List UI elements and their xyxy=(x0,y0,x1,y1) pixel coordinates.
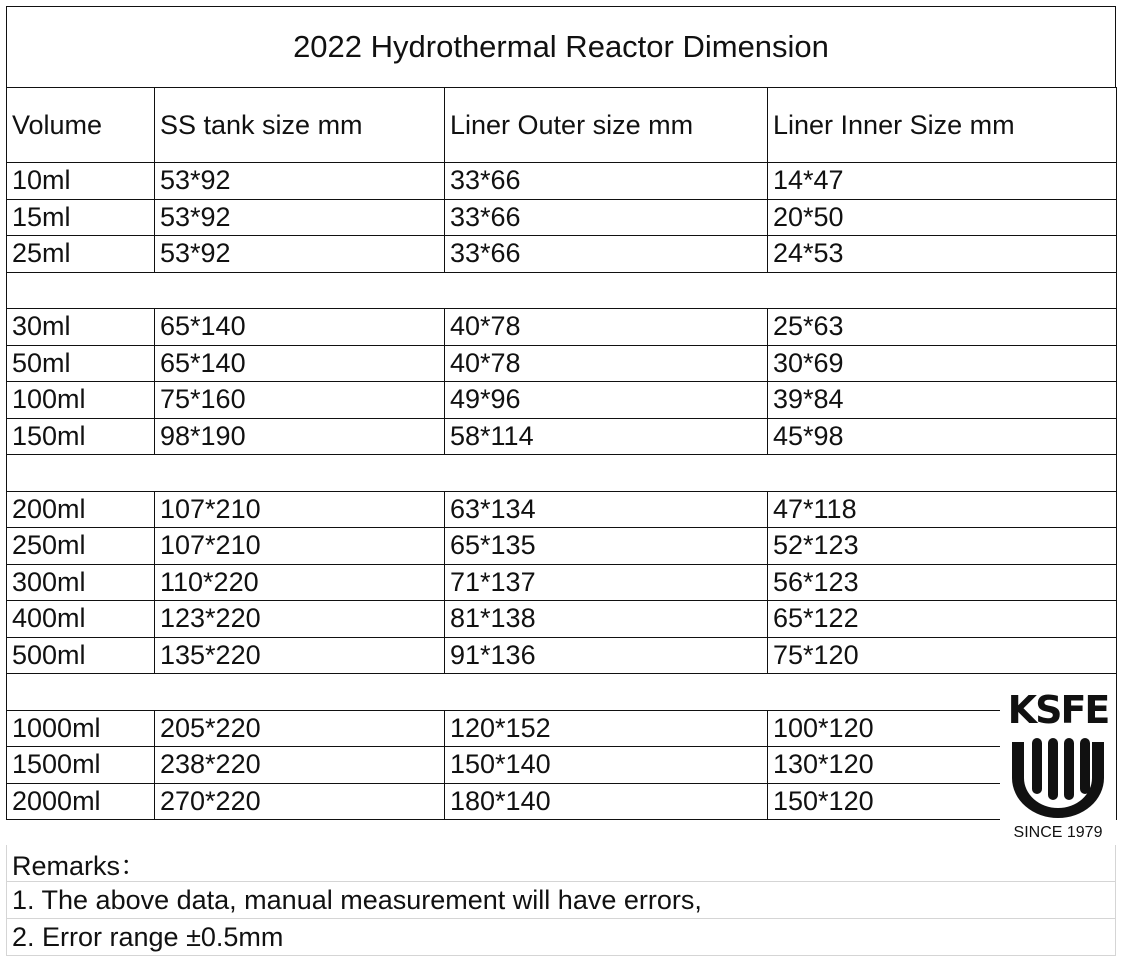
cell-liner-outer-size: 81*138 xyxy=(445,601,768,638)
cell-liner-inner-size: 52*123 xyxy=(768,528,1117,565)
cell-liner-inner-size: 14*47 xyxy=(768,163,1117,200)
header-liner-inner-size: Liner Inner Size mm xyxy=(768,88,1117,163)
cell-liner-outer-size: 120*152 xyxy=(445,710,768,747)
cell-liner-inner-size: 25*63 xyxy=(768,309,1117,346)
table-row xyxy=(7,710,1117,747)
remark-line-2: 2. Error range ±0.5mm xyxy=(6,919,1116,956)
table-row xyxy=(7,491,1117,528)
cell-liner-inner-size: 39*84 xyxy=(768,382,1117,419)
cell-ss-tank-size: 110*220 xyxy=(155,564,445,601)
cell-liner-inner-size: 130*120 xyxy=(768,747,1117,784)
cell-volume: 200ml xyxy=(7,491,155,528)
cell-ss-tank-size: 98*190 xyxy=(155,418,445,455)
cell-volume: 500ml xyxy=(7,637,155,674)
cell-volume: 50ml xyxy=(7,345,155,382)
cell-liner-outer-size: 150*140 xyxy=(445,747,768,784)
cell-volume: 150ml xyxy=(7,418,155,455)
logo-since: SINCE 1979 xyxy=(1013,824,1103,841)
cell-liner-outer-size: 33*66 xyxy=(445,236,768,273)
cell-liner-outer-size: 40*78 xyxy=(445,309,768,346)
separator-cell xyxy=(7,272,1117,309)
cell-volume: 1000ml xyxy=(7,710,155,747)
remarks-heading: Remarks： xyxy=(6,845,1116,882)
dimension-sheet xyxy=(6,6,1116,955)
cell-ss-tank-size: 270*220 xyxy=(155,783,445,820)
cell-volume: 100ml xyxy=(7,382,155,419)
cell-liner-outer-size: 40*78 xyxy=(445,345,768,382)
table-row xyxy=(7,418,1117,455)
cell-ss-tank-size: 107*210 xyxy=(155,491,445,528)
cell-liner-outer-size: 58*114 xyxy=(445,418,768,455)
cell-liner-outer-size: 180*140 xyxy=(445,783,768,820)
cell-liner-outer-size: 65*135 xyxy=(445,528,768,565)
table-row xyxy=(7,236,1117,273)
cell-volume: 250ml xyxy=(7,528,155,565)
cell-ss-tank-size: 53*92 xyxy=(155,163,445,200)
header-row xyxy=(7,88,1117,163)
cell-liner-inner-size: 75*120 xyxy=(768,637,1117,674)
header-liner-outer-size: Liner Outer size mm xyxy=(445,88,768,163)
cell-volume: 10ml xyxy=(7,163,155,200)
cell-ss-tank-size: 107*210 xyxy=(155,528,445,565)
cell-volume: 300ml xyxy=(7,564,155,601)
cell-liner-inner-size: 24*53 xyxy=(768,236,1117,273)
header-ss-tank-size: SS tank size mm xyxy=(155,88,445,163)
cell-liner-inner-size: 20*50 xyxy=(768,199,1117,236)
cell-liner-inner-size: 65*122 xyxy=(768,601,1117,638)
cell-ss-tank-size: 238*220 xyxy=(155,747,445,784)
group-separator-row xyxy=(7,272,1117,309)
cell-ss-tank-size: 65*140 xyxy=(155,309,445,346)
table-row xyxy=(7,528,1117,565)
cell-liner-inner-size: 56*123 xyxy=(768,564,1117,601)
cell-volume: 25ml xyxy=(7,236,155,273)
cell-liner-inner-size: 45*98 xyxy=(768,418,1117,455)
cell-liner-outer-size: 91*136 xyxy=(445,637,768,674)
cell-ss-tank-size: 65*140 xyxy=(155,345,445,382)
cell-volume: 2000ml xyxy=(7,783,155,820)
table-row xyxy=(7,637,1117,674)
cell-liner-outer-size: 49*96 xyxy=(445,382,768,419)
table-title: 2022 Hydrothermal Reactor Dimension xyxy=(6,6,1116,88)
dimension-table xyxy=(6,87,1117,820)
cell-ss-tank-size: 75*160 xyxy=(155,382,445,419)
cell-liner-outer-size: 33*66 xyxy=(445,199,768,236)
cell-liner-inner-size: 30*69 xyxy=(768,345,1117,382)
cell-liner-outer-size: 63*134 xyxy=(445,491,768,528)
cell-volume: 15ml xyxy=(7,199,155,236)
ksfe-logo xyxy=(1000,688,1116,844)
cell-ss-tank-size: 53*92 xyxy=(155,236,445,273)
cell-liner-outer-size: 33*66 xyxy=(445,163,768,200)
table-row xyxy=(7,601,1117,638)
table-row xyxy=(7,345,1117,382)
table-row xyxy=(7,382,1117,419)
cell-liner-inner-size: 100*120 xyxy=(768,710,1117,747)
table-row xyxy=(7,309,1117,346)
cell-ss-tank-size: 53*92 xyxy=(155,199,445,236)
ksfe-logo-icon xyxy=(1008,732,1108,824)
cell-ss-tank-size: 123*220 xyxy=(155,601,445,638)
cell-volume: 400ml xyxy=(7,601,155,638)
separator-cell xyxy=(7,455,1117,492)
table-row xyxy=(7,199,1117,236)
table-row xyxy=(7,747,1117,784)
logo-wordmark: KSFE xyxy=(1007,688,1109,732)
table-row xyxy=(7,163,1117,200)
cell-liner-outer-size: 71*137 xyxy=(445,564,768,601)
table-row xyxy=(7,783,1117,820)
separator-cell xyxy=(7,674,1117,711)
table-row xyxy=(7,564,1117,601)
group-separator-row xyxy=(7,455,1117,492)
header-volume: Volume xyxy=(7,88,155,163)
cell-ss-tank-size: 135*220 xyxy=(155,637,445,674)
cell-ss-tank-size: 205*220 xyxy=(155,710,445,747)
cell-liner-inner-size: 47*118 xyxy=(768,491,1117,528)
remarks-section xyxy=(6,845,1116,956)
group-separator-row xyxy=(7,674,1117,711)
cell-volume: 30ml xyxy=(7,309,155,346)
remark-line-1: 1. The above data, manual measurement will have errors, xyxy=(6,882,1116,919)
cell-liner-inner-size: 150*120 xyxy=(768,783,1117,820)
cell-volume: 1500ml xyxy=(7,747,155,784)
